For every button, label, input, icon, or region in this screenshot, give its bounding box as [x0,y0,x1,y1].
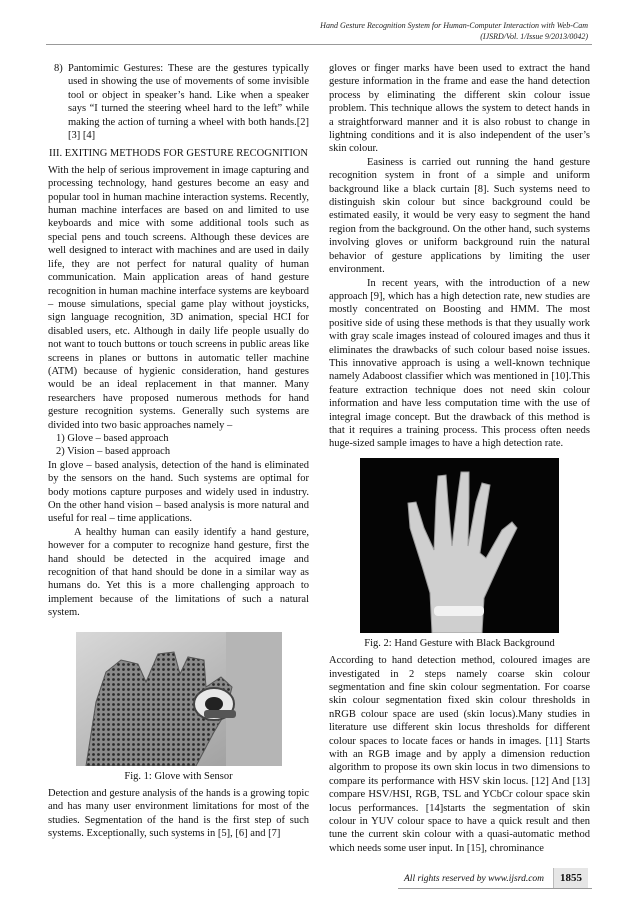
paragraph: Detection and gesture analysis of the hands is a growing topic and has many user environment limitations for most of the studies. Segmentation of the hand is the first step of such systems. Exceptionally, such systems in [5], [6] and [7] [48,788,309,840]
paragraph: Easiness is carried out running the hand gesture recognition system in front of a simple and uniform background like a black curtain [8]. Such systems need to distinguish skin colour but since background could be estimated easily, it would be very easy to segment the hand region from the background. On the other hand, such systems involving gloves or uniform background ruin the natural behavior of gesture applications by limiting the user environment. [329,156,590,276]
section-heading: III. EXITING METHODS FOR GESTURE RECOGNITION [49,148,308,160]
list-number: 8) [54,63,63,74]
list-item-pantomimic [48,62,309,142]
figure-glove-photo [76,632,282,766]
right-column [329,62,590,855]
hand-image [360,458,559,633]
paragraph: A healthy human can easily identify a hand gesture, however for a computer to recognize hand gesture, first the hand should be detected in the acquired image and recognition of that hand should be done in a similar way as humans do. Yet this is a more challenging approach to implement because of the limitations of such a natural system. [48,526,309,619]
figure-hand-photo [360,458,559,633]
paragraph: With the help of serious improvement in image capturing and processing technology, hand gestures become an easy and popular tool in human machine interaction systems. Recently, human machine interfaces are based on and limited to use keyboards and mice with some additional tools such as special pens and touch screens. Although these devices are well designed to interact with machines and are used in daily life, they are not perfect for natural quality of human communication. Main application areas of hand gesture recognition in human machine interface systems are keyboard – mouse simulations, special game play without joysticks, sign language recognition, 3D animation, special HCI for disabled users, etc. Although in daily life people usually do not want to touch buttons or touch screens in public areas like screens in planes or buttons in automatic teller machine (ATM) because of hygienic consideration, hand gestures would be an ideal replacement in that manner. Many researchers have proposed numerous methods for hand gesture recognition systems. Generally such systems are divided into two basic approaches namely – [48,164,309,431]
paragraph: In recent years, with the introduction of a new approach [9], which has a high detection rate, new studies are mostly concentrated on Boosting and HMM. The most positive side of using these methods is that they usually work with gray scale images instead of coloured images and thus it eliminates the drawbacks of such colour based noise issues. This innovative approach is using a well-known technique namely Adaboost classifier which was mentioned in [10].This feature extraction technique does not need skin colour information and have less computation time with the use of integral image concept. But the drawback of this method is that it requires a training process. This process often needs huge-sized sample images to have a high detection rate. [329,277,590,450]
paragraph: gloves or finger marks have been used to extract the hand gesture information in the frame and ease the hand detection process by eliminating the different skin colour issue problem. This technique allows the system to detect hands in a straightforward manner and it is also robust to change in lightning conditions and it is also independent of the user’s skin colour. [329,63,590,155]
page-number: 1855 [553,868,588,888]
glove-image [76,632,282,766]
left-column [48,62,309,841]
footer-rule [398,888,592,889]
figure-caption: Fig. 2: Hand Gesture with Black Background [364,637,555,649]
paragraph: According to hand detection method, coloured images are investigated in 2 steps namely coarse skin colour segmentation and fine skin colour segmentation. For coarse skin colour segmentation fixed skin colour thresholds in nRGB colour space are used (skin locus).Many studies in literature use different skin locus thresholds for different colour spaces to locate faces or hands in images. [11] Starts with an RGB image and by apply a dimension reduction algorithm to propose its own skin locus in two dimensions to compare its performance with HSV skin locus. [12] And [13] compare HSV/HSI, RGB, TSL and YCbCr colour space skin locus performances. [14]starts the segmentation of skin colour in YUV colour space to have a quick result and then tune the current skin colour with a quasi-automatic method which needs some user input. In [15], chrominance [329,655,590,854]
list-item-text: Pantomimic Gestures: These are the gestures typically used in showing the use of movements of some invisible tool or object in speaker’s hand. Like when a speaker says “I turned the steering wheel hard to the left” while making the action of turning a wheel with both hands.[2] [3] [4] [68,63,309,142]
footer-rights: All rights reserved by www.ijsrd.com [404,874,545,884]
paragraph: In glove – based analysis, detection of the hand is eliminated by the sensors on the hand. Such systems are optimal for body motions capture purposes and widely used in industry. On the other hand vision – based analysis is more natural and useful for real – time applications. [48,459,309,525]
approach-item: 2) Vision – based approach [56,446,171,458]
running-header-title: Hand Gesture Recognition System for Human-Computer Interaction with Web-Cam [320,21,588,30]
figure-caption: Fig. 1: Glove with Sensor [124,770,233,782]
running-header-journal: (IJSRD/Vol. 1/Issue 9/2013/0042) [480,32,588,41]
header-rule [46,44,592,45]
approach-item: 1) Glove – based approach [56,432,169,444]
